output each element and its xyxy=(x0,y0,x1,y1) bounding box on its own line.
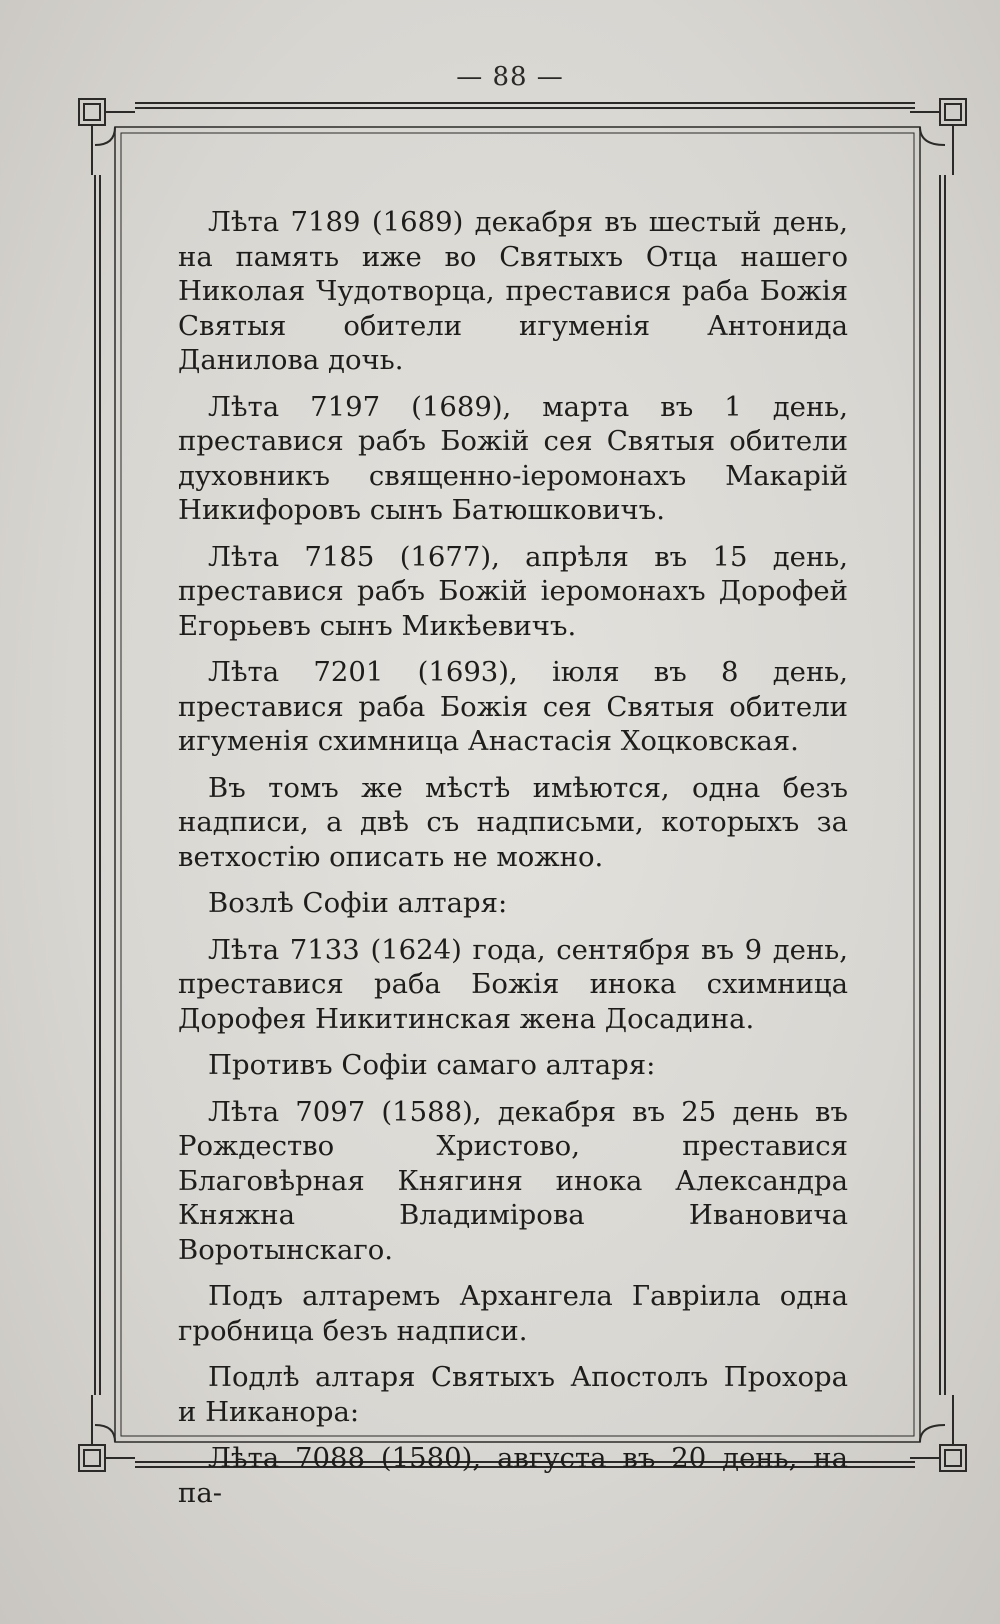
body-text xyxy=(178,205,848,1522)
section-heading: Возлѣ Софіи алтаря: xyxy=(208,887,508,919)
paragraph: Лѣта 7197 (1689), марта въ 1 день, преставися рабъ Божій сея Святыя обители духовникъ священно-іеромонахъ Макарій Никифоровъ сынъ Батюшковичъ. xyxy=(178,390,848,526)
section-heading: Противъ Софіи самаго алтаря: xyxy=(208,1049,656,1081)
paragraph: Лѣта 7201 (1693), іюля въ 8 день, преставися раба Божія сея Святыя обители игуменія схимница Анастасія Хоцковская. xyxy=(178,656,848,757)
paragraph: Лѣта 7189 (1689) декабря въ шестый день, на память иже во Святыхъ Отца нашего Николая Чудотворца, преставися раба Божія Святыя обители игуменія Антонида Данилова дочь. xyxy=(178,206,848,376)
paragraph: Лѣта 7097 (1588), декабря въ 25 день въ Рождество Христово, преставися Благовѣрная Княгиня инока Александра Княжна Владиміровa Ивановича Воротынскаго. xyxy=(178,1095,848,1266)
paragraph: Лѣта 7133 (1624) года, сентября въ 9 день, преставися раба Божія инока схимница Дорофея Никитинская жена Досадина. xyxy=(178,933,848,1035)
paragraph: Лѣта 7185 (1677), апрѣля въ 15 день, преставися рабъ Божій іеромонахъ Дорофей Егорьевъ сынъ Микѣевичъ. xyxy=(178,540,848,642)
paragraph: Подлѣ алтаря Святыхъ Апостолъ Прохора и Никанора: xyxy=(178,1361,848,1428)
paragraph: Подъ алтаремъ Архангела Гавріила одна гробница безъ надписи. xyxy=(178,1280,848,1347)
paragraph: Въ томъ же мѣстѣ имѣются, одна безъ надписи, а двѣ съ надписьми, которыхъ за ветхостію описать не можно. xyxy=(178,771,848,873)
paragraph: Лѣта 7088 (1580), августа въ 20 день, на па- xyxy=(178,1442,848,1509)
page-number: — 88 — xyxy=(456,62,564,92)
